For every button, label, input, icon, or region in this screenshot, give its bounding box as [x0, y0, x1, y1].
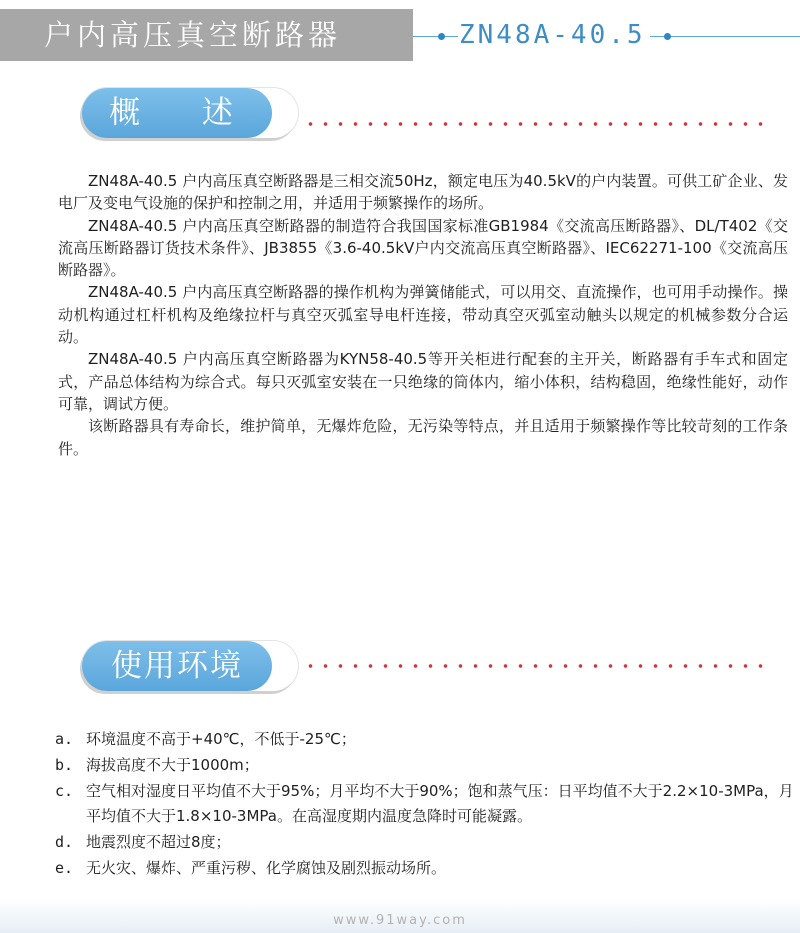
- environment-section-tab: [82, 641, 298, 691]
- model-code-line-left: [413, 36, 458, 37]
- list-item-marker: e.: [55, 859, 74, 877]
- overview-dotted-rule: [303, 121, 773, 127]
- model-code-line-right: [650, 36, 800, 37]
- list-item-marker: a.: [55, 730, 74, 748]
- overview-section-title: 概 述: [82, 88, 272, 138]
- list-item-text: 海拔高度不大于1000m；: [86, 756, 259, 774]
- list-item: [55, 856, 795, 881]
- list-item-text: 环境温度不高于+40℃，不低于-25℃；: [86, 730, 356, 748]
- environment-section-title: 使用环境: [82, 641, 272, 691]
- list-item: [55, 753, 795, 778]
- environment-list: [55, 727, 795, 882]
- page-title: 户内高压真空断路器: [44, 18, 342, 52]
- list-item: [55, 830, 795, 855]
- overview-paragraph: 该断路器具有寿命长，维护简单，无爆炸危险，无污染等特点，并且适用于频繁操作等比较苛刻的工作条件。: [58, 417, 788, 458]
- overview-paragraph: ZN48A-40.5 户内高压真空断路器的操作机构为弹簧储能式，可以用交、直流操作，也可用手动操作。操动机构通过杠杆机构及绝缘拉杆与真空灭弧室导电杆连接，带动真空灭弧室动触头以规定的机械参数分合运动。: [58, 283, 788, 347]
- list-item-text: 地震烈度不超过8度；: [86, 833, 231, 851]
- list-item: [55, 779, 795, 829]
- list-item-marker: c.: [55, 782, 74, 800]
- list-item-marker: b.: [55, 756, 74, 774]
- list-item: [55, 727, 795, 752]
- model-code-dot-left: [438, 33, 445, 40]
- overview-section-tab: [82, 88, 298, 138]
- list-item-text: 空气相对湿度日平均值不大于95%；月平均不大于90%；饱和蒸气压：日平均值不大于2.2×10-3MPa，月平均值不大于1.8×10-3MPa。在高湿度期内温度急降时可能凝露。: [86, 782, 794, 825]
- overview-paragraph: ZN48A-40.5 户内高压真空断路器的制造符合我国国家标准GB1984《交流高压断路器》、DL/T402《交流高压断路器订货技术条件》、JB3855《3.6-40.5kV户内交流高压真空断路器》、IEC62271-100《交流高压断路器》。: [58, 216, 788, 280]
- model-code: ZN48A-40.5: [459, 20, 646, 50]
- list-item-text: 无火灾、爆炸、严重污秽、化学腐蚀及剧烈振动场所。: [86, 859, 447, 877]
- footer-watermark: www.91way.com: [333, 913, 467, 928]
- overview-paragraph: ZN48A-40.5 户内高压真空断路器是三相交流50Hz，额定电压为40.5kV的户内装置。可供工矿企业、发电厂及变电气设施的保护和控制之用，并适用于频繁操作的场所。: [58, 172, 788, 213]
- overview-body: [58, 170, 788, 460]
- model-code-dot-right: [664, 33, 671, 40]
- overview-paragraph: ZN48A-40.5 户内高压真空断路器为KYN58-40.5等开关柜进行配套的主开关，断路器有手车式和固定式，产品总体结构为综合式。每只灭弧室安装在一只绝缘的筒体内，缩小体积，结构稳固，绝缘性能好，动作可靠，调试方便。: [58, 350, 788, 413]
- list-item-marker: d.: [55, 833, 74, 851]
- environment-dotted-rule: [303, 663, 773, 669]
